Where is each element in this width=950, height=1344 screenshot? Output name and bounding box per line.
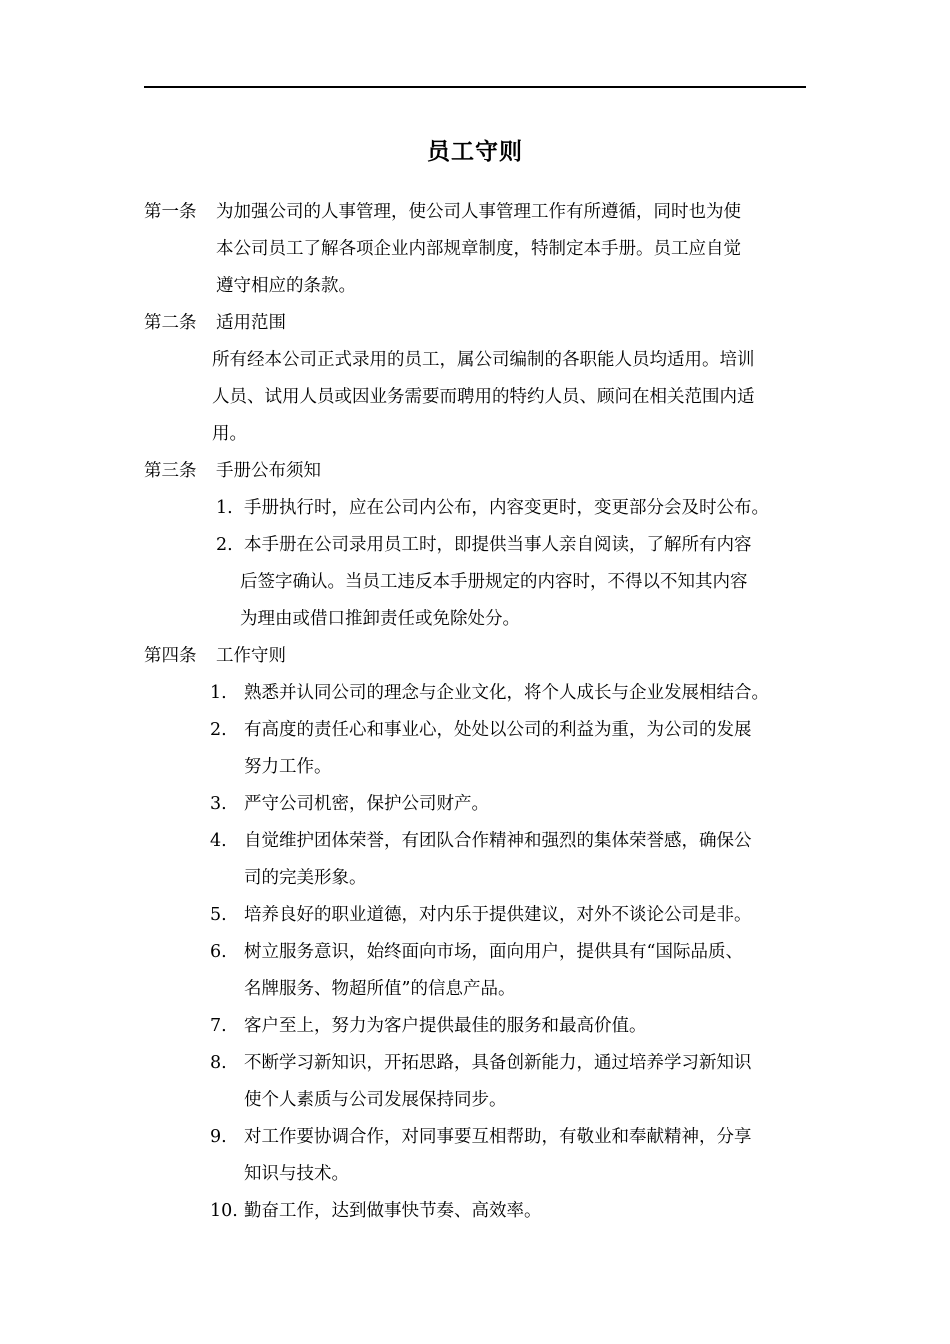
item-text-line: 培养良好的职业道德，对内乐于提供建议，对外不谈论公司是非。 [244,905,752,925]
item-text-line: 自觉维护团体荣誉，有团队合作精神和强烈的集体荣誉感，确保公 [244,831,752,851]
item-text-line: 严守公司机密，保护公司财产。 [244,794,489,814]
item-number: 6. [210,942,227,962]
item-number: 5. [210,905,227,925]
item-text-line: 熟悉并认同公司的理念与企业文化，将个人成长与企业发展相结合。 [244,683,769,703]
list-item [210,1193,824,1230]
item-number: 1. [210,683,227,703]
list-item [210,786,824,823]
item-number: 9. [210,1127,227,1147]
article-text-line: 本公司员工了解各项企业内部规章制度，特制定本手册。员工应自觉 [216,239,741,259]
list-item [210,823,824,897]
list-item [216,527,824,638]
article-heading: 手册公布须知 [216,461,321,481]
item-number: 1. [216,498,233,518]
article-heading: 适用范围 [216,313,286,333]
item-number: 3. [210,794,227,814]
item-number: 7. [210,1016,227,1036]
item-text-line: 使个人素质与公司发展保持同步。 [244,1090,507,1110]
article-4-list [210,675,824,1230]
item-number: 2. [210,720,227,740]
item-text-line: 本手册在公司录用员工时，即提供当事人亲自阅读，了解所有内容 [244,535,752,555]
list-item [210,934,824,1008]
article-number: 第三条 [144,461,197,481]
item-text-line: 客户至上，努力为客户提供最佳的服务和最高价值。 [244,1016,647,1036]
item-number: 8. [210,1053,227,1073]
item-number: 4. [210,831,227,851]
article-text-line: 所有经本公司正式录用的员工，属公司编制的各职能人员均适用。培训 [212,350,755,370]
item-number: 10. [210,1201,238,1221]
document-title: 员工守则 [427,138,523,165]
header-rule [144,86,806,88]
list-item [210,1008,824,1045]
list-item [210,1045,824,1119]
list-item [210,712,824,786]
item-text-line: 勤奋工作，达到做事快节奏、高效率。 [244,1201,542,1221]
article-heading: 工作守则 [216,646,286,666]
item-text-line: 司的完美形象。 [244,868,367,888]
item-text-line: 有高度的责任心和事业心，处处以公司的利益为重，为公司的发展 [244,720,752,740]
article-text-line: 用。 [212,424,247,444]
item-text-line: 不断学习新知识，开拓思路，具备创新能力，通过培养学习新知识 [244,1053,752,1073]
article-number: 第二条 [144,313,197,333]
article-text-line: 人员、试用人员或因业务需要而聘用的特约人员、顾问在相关范围内适 [212,387,755,407]
article-number: 第一条 [144,202,197,222]
article-number: 第四条 [144,646,197,666]
article-4 [144,638,824,1230]
list-item [210,897,824,934]
item-text-line: 对工作要协调合作，对同事要互相帮助，有敬业和奉献精神，分享 [244,1127,752,1147]
item-text-line: 为理由或借口推卸责任或免除处分。 [240,609,520,629]
item-text-line: 知识与技术。 [244,1164,349,1184]
list-item [216,490,824,527]
item-text-line: 名牌服务、物超所值”的信息产品。 [244,979,516,999]
article-1 [144,194,824,305]
item-number: 2. [216,535,233,555]
item-text-line: 努力工作。 [244,757,332,777]
item-text-line: 树立服务意识，始终面向市场，面向用户，提供具有“国际品质、 [244,942,743,962]
article-text-line: 为加强公司的人事管理，使公司人事管理工作有所遵循，同时也为使 [216,202,741,222]
list-item [210,1119,824,1193]
item-text-line: 后签字确认。当员工违反本手册规定的内容时，不得以不知其内容 [240,572,748,592]
article-text-line: 遵守相应的条款。 [216,276,356,296]
article-3-list [216,490,824,638]
document-body [144,194,824,1230]
list-item [210,675,824,712]
article-2 [144,305,824,453]
item-text-line: 手册执行时，应在公司内公布，内容变更时，变更部分会及时公布。 [244,498,769,518]
article-3 [144,453,824,638]
